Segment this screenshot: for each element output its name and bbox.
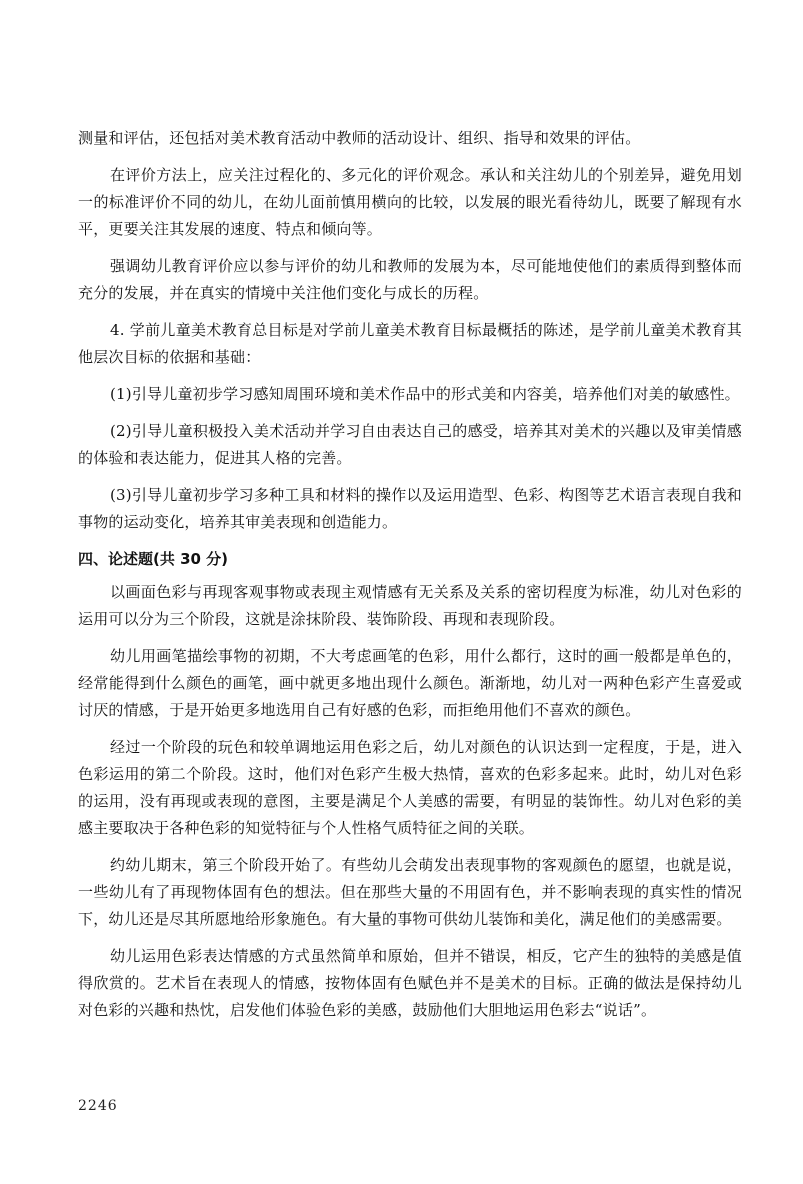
page-number: 2246 [78,1098,118,1114]
paragraph-4: 4. 学前儿童美术教育总目标是对学前儿童美术教育目标最概括的陈述，是学前儿童美术教育其他层次目标的依据和基础： [78,321,742,366]
paragraph-8: 以画面色彩与再现客观事物或表现主观情感有无关系及关系的密切程度为标准，幼儿对色彩的运用可以分为三个阶段，这就是涂抹阶段、装饰阶段、再现和表现阶段。 [78,583,742,628]
paragraph-2: 在评价方法上，应关注过程化的、多元化的评价观念。承认和关注幼儿的个别差异，避免用划一的标准评价不同的幼儿，在幼儿面前慎用横向的比较，以发展的眼光看待幼儿，既要了解现有水平，更要关注其发展的速度、特点和倾向等。 [78,166,742,238]
paragraph-3: 强调幼儿教育评价应以参与评价的幼儿和教师的发展为本，尽可能地使他们的素质得到整体而充分的发展，并在真实的情境中关注他们变化与成长的历程。 [78,257,742,302]
paragraph-11: 约幼儿期末，第三个阶段开始了。有些幼儿会萌发出表现事物的客观颜色的愿望，也就是说，一些幼儿有了再现物体固有色的想法。但在那些大量的不用固有色，并不影响表现的真实性的情况下，幼儿还是尽其所愿地给形象施色。有大量的事物可供幼儿装饰和美化，满足他们的美感需要。 [78,856,742,928]
paragraph-10: 经过一个阶段的玩色和较单调地运用色彩之后，幼儿对颜色的认识达到一定程度，于是，进入色彩运用的第二个阶段。这时，他们对色彩产生极大热情，喜欢的色彩多起来。此时，幼儿对色彩的运用，没有再现或表现的意图，主要是满足个人美感的需要，有明显的装饰性。幼儿对色彩的美感主要取决于各种色彩的知觉特征与个人性格气质特征之间的关联。 [78,738,742,837]
section-heading: 四、论述题(共 30 分) [78,550,229,568]
paragraph-9: 幼儿用画笔描绘事物的初期，不大考虑画笔的色彩，用什么都行，这时的画一般都是单色的，经常能得到什么颜色的画笔，画中就更多地出现什么颜色。渐渐地，幼儿对一两种色彩产生喜爱或讨厌的情感，于是开始更多地选用自己有好感的色彩，而拒绝用他们不喜欢的颜色。 [78,647,742,719]
page-content [78,125,742,1034]
paragraph-7: (3)引导儿童初步学习多种工具和材料的操作以及运用造型、色彩、构图等艺术语言表现自我和事物的运动变化，培养其审美表现和创造能力。 [78,486,742,531]
paragraph-1: 测量和评估，还包括对美术教育活动中教师的活动设计、组织、指导和效果的评估。 [78,129,641,147]
paragraph-12: 幼儿运用色彩表达情感的方式虽然简单和原始，但并不错误，相反，它产生的独特的美感是值得欣赏的。艺术旨在表现人的情感，按物体固有色赋色并不是美术的目标。正确的做法是保持幼儿对色彩的兴趣和热忱，启发他们体验色彩的美感，鼓励他们大胆地运用色彩去“说话”。 [78,947,742,1019]
paragraph-6: (2)引导儿童积极投入美术活动并学习自由表达自己的感受，培养其对美术的兴趣以及审美情感的体验和表达能力，促进其人格的完善。 [78,422,742,467]
paragraph-5: (1)引导儿童初步学习感知周围环境和美术作品中的形式美和内容美，培养他们对美的敏感性。 [110,385,740,403]
